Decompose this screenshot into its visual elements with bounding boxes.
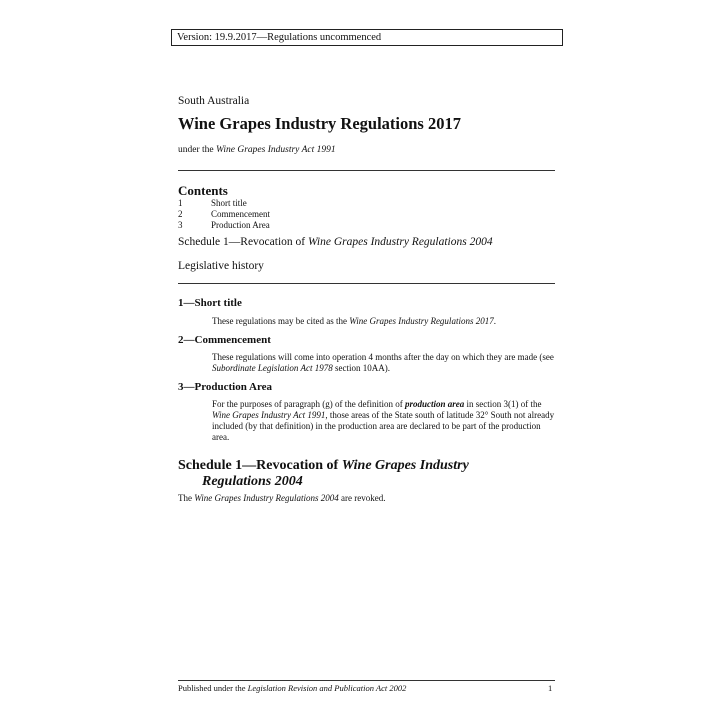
version-text: Version: 19.9.2017—Regulations uncommenced (177, 32, 382, 43)
schedule-text-suffix: are revoked. (338, 493, 386, 503)
section-2-end: section 10AA). (332, 363, 390, 373)
footer-published (178, 683, 406, 693)
under-prefix: under the (178, 145, 216, 155)
footer-divider (178, 680, 555, 681)
schedule-heading-name-2: Regulations 2004 (202, 474, 303, 489)
schedule-text-prefix: The (178, 493, 195, 503)
schedule-heading-name-1: Wine Grapes Industry (341, 458, 469, 473)
toc-item-label: Commencement (211, 209, 270, 219)
section-3-text-c: , those areas of the State south of latitude 32° South not already included (by that definition) in the production area are declared to be part of the production area. (212, 410, 555, 442)
section-2-act-name: Subordinate Legislation Act 1978 (212, 363, 333, 373)
schedule-body (178, 493, 385, 503)
divider-contents (178, 283, 555, 284)
section-1-reg-name: Wine Grapes Industry Regulations 2017 (349, 316, 494, 326)
section-1-text: These regulations may be cited as the (212, 316, 350, 326)
version-header (171, 29, 563, 46)
toc-schedule-entry[interactable] (178, 236, 493, 248)
section-2-body (212, 352, 557, 374)
section-3-body (212, 399, 557, 443)
schedule-reg-name: Wine Grapes Industry Regulations 2004 (194, 493, 339, 503)
footer-prefix: Published under the (178, 683, 248, 693)
toc-item-label: Short title (211, 198, 247, 208)
section-3-act-name: Wine Grapes Industry Act 1991 (212, 410, 326, 420)
page-number: 1 (548, 683, 553, 693)
section-1-body (212, 316, 557, 327)
section-1-heading: 1—Short title (178, 297, 242, 309)
toc-schedule-prefix: Schedule 1—Revocation of (178, 236, 308, 248)
section-2-text: These regulations will come into operation 4 months after the day on which they are made (see (212, 352, 554, 362)
under-act-line (178, 145, 336, 155)
divider-top (178, 170, 555, 171)
footer-act-name: Legislation Revision and Publication Act 2002 (247, 683, 407, 693)
schedule-heading (178, 458, 558, 490)
section-3-heading: 3—Production Area (178, 381, 273, 393)
section-2-heading: 2—Commencement (178, 334, 271, 346)
jurisdiction: South Australia (178, 95, 250, 107)
toc-item-number: 3 (178, 220, 183, 230)
document-title: Wine Grapes Industry Regulations 2017 (178, 114, 461, 133)
toc-item-number: 1 (178, 198, 183, 208)
toc-item-label: Production Area (211, 220, 270, 230)
under-act-name: Wine Grapes Industry Act 1991 (216, 145, 336, 155)
toc-schedule-name: Wine Grapes Industry Regulations 2004 (307, 236, 493, 248)
section-3-text-b: in section 3(1) of the (464, 399, 542, 409)
toc-legislative-history[interactable]: Legislative history (178, 260, 264, 272)
section-3-defined-term: production area (404, 399, 465, 409)
schedule-heading-prefix: Schedule 1—Revocation of (178, 458, 342, 473)
section-1-end: . (493, 316, 496, 326)
toc-item-number: 2 (178, 209, 183, 219)
contents-heading: Contents (178, 183, 228, 198)
section-3-text-a: For the purposes of paragraph (g) of the definition of (212, 399, 405, 409)
